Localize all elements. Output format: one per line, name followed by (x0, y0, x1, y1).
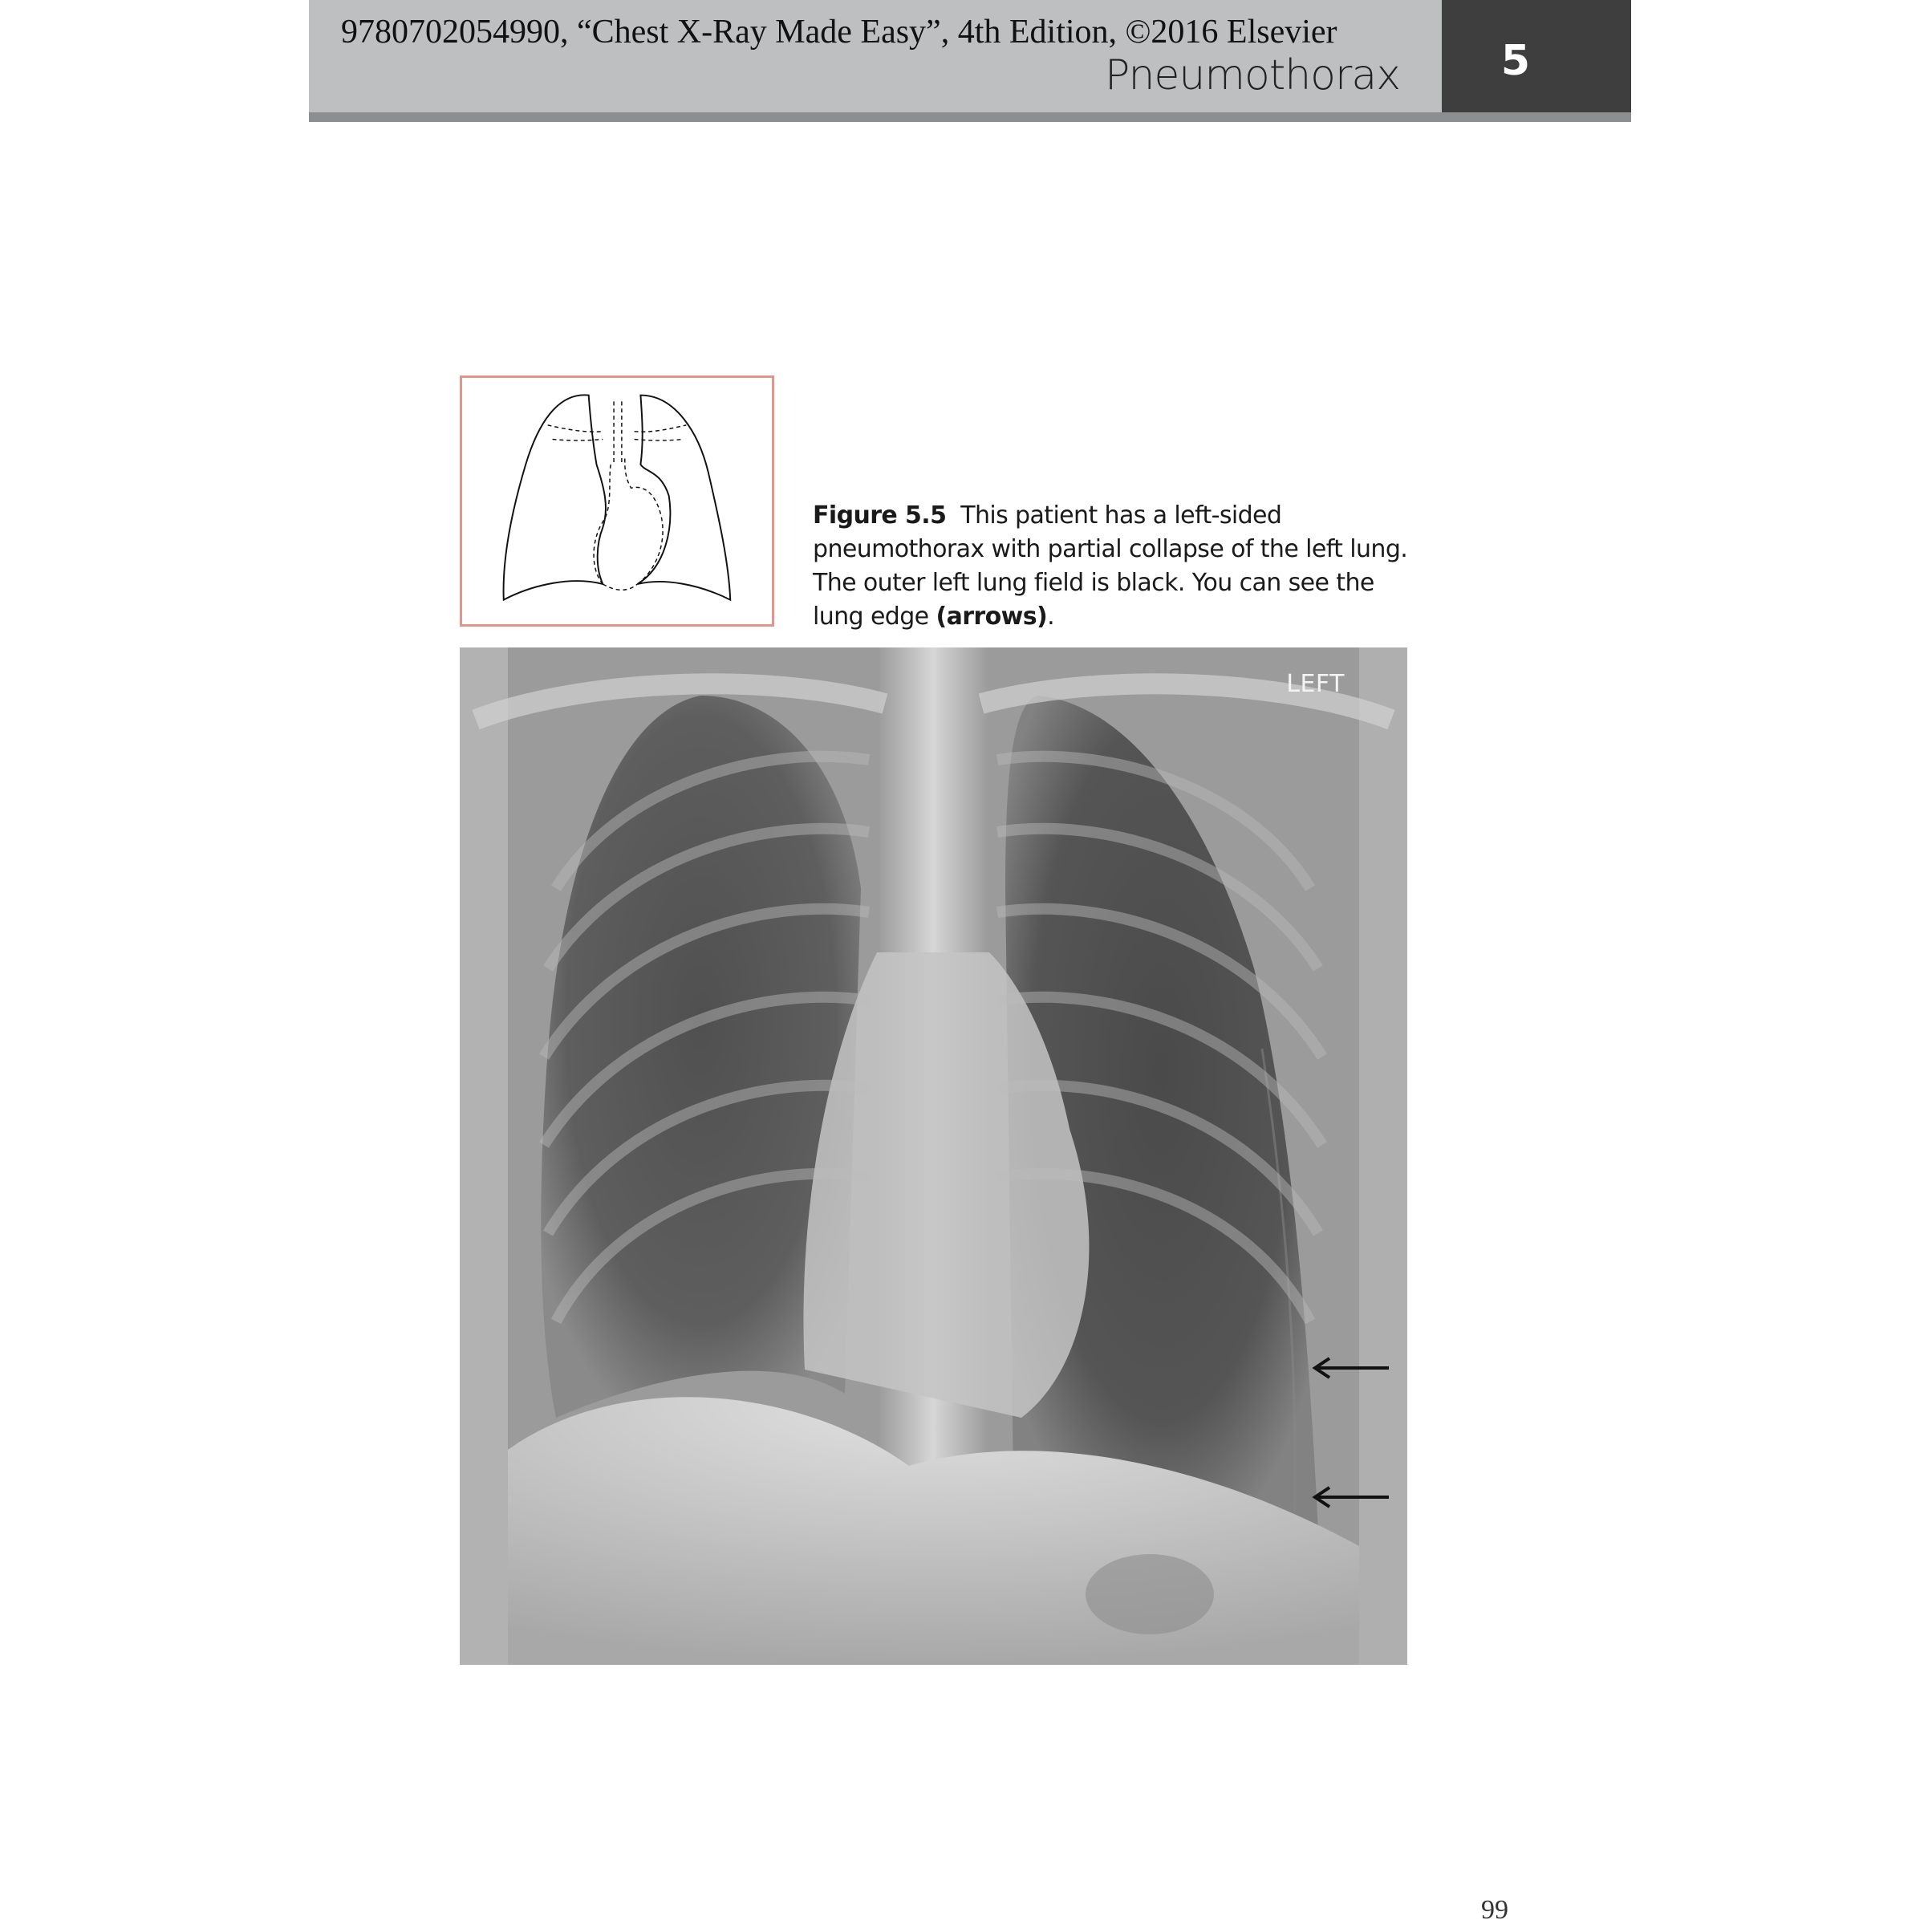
xray-illustration (460, 647, 1407, 1665)
caption-text: This patient has a left-sided pneumothorax with partial collapse of the left lung. The outer left lung field is black. You can see the lung edge (813, 501, 1408, 631)
header-rule (309, 112, 1631, 122)
xray-side-label: LEFT (1286, 670, 1345, 698)
left-arrow-icon (1310, 1356, 1390, 1380)
page-header (309, 0, 1631, 122)
chapter-title: Pneumothorax (1105, 51, 1400, 99)
caption-end: . (1047, 603, 1055, 631)
lung-outline-diagram-icon (462, 378, 772, 624)
header-band (309, 0, 1442, 112)
caption-bold-text: (arrows) (936, 603, 1048, 631)
left-arrow-icon (1310, 1485, 1390, 1509)
figure-caption (813, 499, 1423, 634)
chapter-tab (1442, 0, 1631, 112)
figure-label: Figure 5.5 (813, 501, 947, 530)
chapter-number: 5 (1500, 37, 1531, 85)
lung-diagram (460, 375, 774, 627)
page-number: 99 (1481, 1895, 1508, 1925)
chest-xray-image (460, 647, 1407, 1665)
book-reference: 9780702054990, “Chest X-Ray Made Easy”, 4th Edition, ©2016 Elsevier (341, 14, 1337, 51)
